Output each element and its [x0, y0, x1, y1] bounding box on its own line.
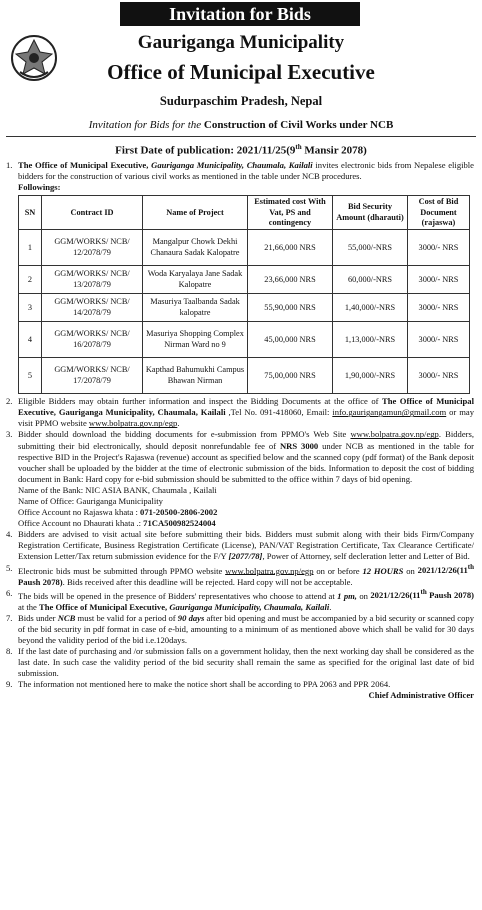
- paragraph-3: [6, 429, 474, 529]
- table-row: [19, 358, 470, 394]
- dharauti-account: 71CA500982524004: [143, 518, 216, 529]
- pub-date-sup: th: [295, 143, 302, 151]
- cell-contract-id: GGM/WORKS/ NCB/ 17/2078/79: [42, 358, 143, 394]
- date-text: 2021/12/26(11: [417, 565, 468, 576]
- cell-sn: 1: [19, 230, 42, 266]
- bids-table: [18, 195, 470, 394]
- paragraph-5: [6, 563, 474, 588]
- col-sn: SN: [19, 196, 42, 230]
- website-link[interactable]: www.bolpatra.gov.np/egp: [88, 418, 178, 429]
- fiscal-year: [2077/78]: [228, 551, 263, 562]
- cell-cost: 45,00,000 NRS: [248, 322, 333, 358]
- office-ref: The Office of Municipal Executive, Gauriganga Municipality, Chaumala, Kailali: [18, 396, 474, 418]
- item-text: If the last date of purchasing and /or submission falls on a government holiday, then the next working day shall be considered as the last date. In such case the validity period of the bid security shall remain the same as specified for the original last date of bid submission.: [18, 645, 474, 679]
- date-suffix: Paush 2078): [426, 590, 475, 601]
- cell-sn: 2: [19, 266, 42, 294]
- item-text: The information not mentioned here to make the notice short shall be according to PPA 2063 and PPR 2064.: [18, 679, 391, 690]
- table-row: [19, 266, 470, 294]
- invitation-subtitle: [0, 119, 482, 131]
- item-text: [18, 613, 474, 646]
- cell-cost: 55,90,000 NRS: [248, 294, 333, 322]
- cell-doc-cost: 3000/- NRS: [408, 358, 470, 394]
- office-name-line: Name of Office: Gauriganga Municipality: [18, 496, 163, 507]
- cell-project: Masuriya Shopping Complex Nirman Ward no 9: [143, 322, 248, 358]
- cell-sn: 5: [19, 358, 42, 394]
- publication-date: [0, 143, 482, 157]
- followings-label: Followings:: [18, 182, 61, 193]
- municipality-ref: Gauriganga Municipality, Chaumala, Kailali: [169, 601, 330, 612]
- col-project: Name of Project: [143, 196, 248, 230]
- body-text: under NCB as mentioned in the table for respective BID in the Project's Rajaswa (revenue) account as specified below and the scanned copy (pdf format) of the Bank deposit voucher shall be uploaded by the bidder at the time of electronic submission of the bids. Information to deposit the cost of bidding document in Bank: Hard copy for e-bid submission should be submitted to the office within 7 days of bid opening.: [18, 440, 474, 484]
- ncb-label: NCB: [57, 612, 76, 623]
- cell-cost: 21,66,000 NRS: [248, 230, 333, 266]
- body-text: on: [356, 590, 371, 601]
- table-row: [19, 294, 470, 322]
- body-text: Bids under: [18, 612, 58, 623]
- body-text: on: [403, 565, 418, 576]
- province-name: Sudurpaschim Pradesh, Nepal: [159, 94, 323, 108]
- deadline-time: 12 HOURS: [362, 565, 404, 576]
- cell-doc-cost: 3000/- NRS: [408, 322, 470, 358]
- cell-doc-cost: 3000/- NRS: [408, 266, 470, 294]
- item-number: 6.: [6, 587, 13, 598]
- body-text: Bidders are advised to visit actual site before submitting their bids. Bidders must submit along with their bids Firm/Company Registration Certificate, Business Registration Certificate (License), PAN/VAT Registration Certificate, Tax Clearance Certificate/ Extension Letter/Tax return submission evidence for the F/Y: [18, 529, 474, 562]
- cell-project: Masuriya Taalbanda Sadak kalopatre: [143, 294, 248, 322]
- office-name: Office of Municipal Executive: [107, 60, 375, 84]
- body-text: . Bids received after this deadline will be rejected. Hard copy will not be acceptable.: [62, 576, 353, 587]
- email-link[interactable]: info.gaurigangamun@gmail.com: [332, 407, 447, 418]
- cell-contract-id: GGM/WORKS/ NCB/ 16/2078/79: [42, 322, 143, 358]
- website-link[interactable]: www.bolpatra.gov.np/egp: [225, 565, 314, 576]
- cell-doc-cost: 3000/- NRS: [408, 294, 470, 322]
- cell-doc-cost: 3000/- NRS: [408, 230, 470, 266]
- cell-cost: 75,00,000 NRS: [248, 358, 333, 394]
- cell-contract-id: GGM/WORKS/ NCB/ 12/2078/79: [42, 230, 143, 266]
- paragraph-2: [6, 396, 474, 429]
- bank-name: Name of the Bank: NIC ASIA BANK, Chaumala , Kailali: [18, 484, 217, 495]
- validity-days: 90 days: [177, 612, 205, 623]
- item-number: 8.: [6, 645, 13, 656]
- body-text: , Power of Attorney, self decleration letter and Letter of Bid.: [262, 551, 470, 562]
- body-text: must be valid for a period of: [75, 612, 178, 623]
- body-text: on or before: [313, 565, 363, 576]
- cell-contract-id: GGM/WORKS/ NCB/ 13/2078/79: [42, 266, 143, 294]
- item-number: 4.: [6, 529, 13, 540]
- cell-project: Woda Karyalaya Jane Sadak Kalopatre: [143, 266, 248, 294]
- cell-project: Kapthad Bahumukhi Campus Bhawan Nirman: [143, 358, 248, 394]
- item-text: [18, 529, 474, 562]
- cell-security: 60,000/-NRS: [333, 266, 408, 294]
- account-label: Office Account no Rajaswa khata :: [18, 507, 141, 518]
- item-number: 9.: [6, 679, 13, 690]
- invitation-bold: Construction of Civil Works under NCB: [203, 119, 394, 131]
- fee-amount: NRS 3000: [279, 440, 319, 451]
- body-text: or may visit PPMO website: [18, 407, 474, 429]
- item-number: 1.: [6, 160, 13, 170]
- cell-security: 1,13,000/-NRS: [333, 322, 408, 358]
- body-text: .: [329, 601, 332, 612]
- table-row: [19, 322, 470, 358]
- item-number: 7.: [6, 612, 13, 623]
- office-ref: The Office of Municipal Executive,: [39, 601, 170, 612]
- opening-date: [370, 590, 474, 600]
- item-text: [18, 563, 474, 588]
- cell-security: 1,40,000/-NRS: [333, 294, 408, 322]
- cell-contract-id: GGM/WORKS/ NCB/ 14/2078/79: [42, 294, 143, 322]
- col-doc-cost: Cost of Bid Document (rajaswa): [408, 196, 470, 230]
- opening-time: 1 pm,: [337, 590, 357, 601]
- cell-security: 1,90,000/-NRS: [333, 358, 408, 394]
- table-row: [19, 230, 470, 266]
- body-text: invites electronic bids from Nepalese eligible bidders for the construction of various civil works as mentioned in the table under NCB procedures.: [18, 160, 474, 182]
- col-estimated-cost: Estimated cost With Vat, PS and contingency: [248, 196, 333, 230]
- table-header-row: [19, 196, 470, 230]
- paragraph-4: [6, 529, 474, 562]
- municipality-name: Gauriganga Municipality: [137, 32, 345, 53]
- date-suffix: Paush 2078): [18, 576, 63, 587]
- body-text: . Bidders, submitting their bid electronically, should deposit nonrefundable fee of: [18, 429, 474, 451]
- municipality-ref: Gauriganga Municipality, Chaumala, Kailali: [151, 160, 316, 170]
- col-contract-id: Contract ID: [42, 196, 143, 230]
- body-text: Bidder should download the bidding documents for e-submission from PPMO's Web Site: [18, 429, 351, 440]
- office-ref: The Office of Municipal Executive,: [18, 160, 152, 170]
- item-text: [18, 396, 474, 429]
- rajaswa-account: 071-20500-2806-2002: [140, 507, 218, 518]
- body-text: Electronic bids must be submitted through PPMO website: [18, 565, 226, 576]
- invitation-italic: Invitation for Bids for the: [88, 119, 204, 131]
- date-text: 2021/12/26(11: [370, 590, 421, 601]
- body-text: ,Tel No. 091-418060, Email:: [225, 407, 333, 418]
- cell-sn: 3: [19, 294, 42, 322]
- notice-body: [6, 160, 474, 701]
- cell-cost: 23,66,000 NRS: [248, 266, 333, 294]
- item-number: 5.: [6, 562, 13, 573]
- item-number: 3.: [6, 429, 13, 440]
- notice-banner: Invitation for Bids: [120, 2, 360, 26]
- item-text: [18, 429, 474, 529]
- cell-sn: 4: [19, 322, 42, 358]
- item-text: [18, 588, 474, 613]
- date-sup: th: [420, 588, 427, 597]
- col-bid-security: Bid Security Amount (dharauti): [333, 196, 408, 230]
- body-text: .: [177, 418, 180, 429]
- body-text: after bid opening and must be accompanied by a bid security or scanned copy of the bid security in pdf format in case of e-bid, amounting to a minimum of as mentioned above which shall be valid for 30 days beyond the validity period of the bid i.e.120days.: [18, 612, 474, 645]
- paragraph-1: [6, 160, 474, 182]
- body-text: The bids will be opened in the presence of Bidders' representatives who choose to attend at: [18, 590, 338, 601]
- cell-security: 55,000/-NRS: [333, 230, 408, 266]
- body-text: at the: [18, 601, 39, 612]
- item-number: 2.: [6, 396, 13, 407]
- paragraph-8: [6, 646, 474, 679]
- item-text: [18, 160, 474, 182]
- body-text: Eligible Bidders may obtain further information and inspect the Bidding Documents at the office of: [18, 396, 382, 407]
- signature: Chief Administrative Officer: [368, 690, 474, 701]
- cell-project: Mangalpur Chowk Dekhi Chanaura Sadak Kalopatre: [143, 230, 248, 266]
- website-link[interactable]: www.bolpatra.gov.np/egp: [350, 429, 439, 440]
- pub-date-text: First Date of publication: 2021/11/25(9: [115, 144, 296, 157]
- account-label: Office Account no Dhaurati khata .:: [18, 518, 144, 529]
- paragraph-6: [6, 588, 474, 613]
- date-sup: th: [467, 563, 475, 572]
- paragraph-7: [6, 613, 474, 646]
- divider: [6, 136, 476, 137]
- paragraph-9: [6, 679, 474, 690]
- pub-date-suffix: Mansir 2078): [301, 144, 367, 157]
